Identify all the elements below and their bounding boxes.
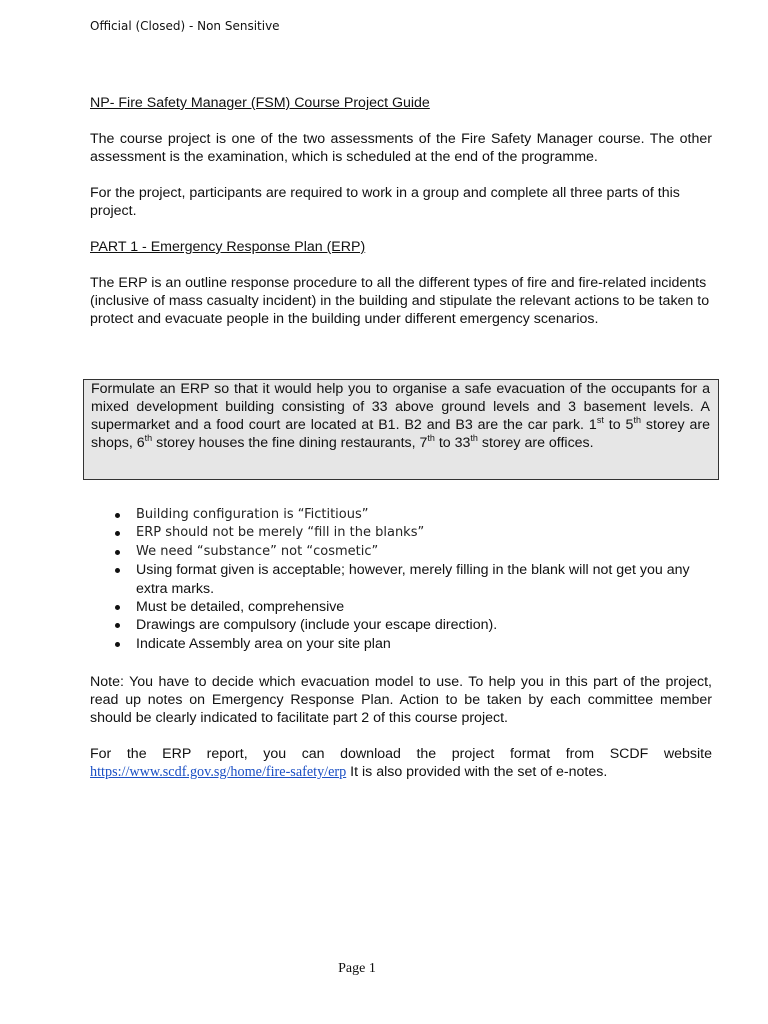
list-item: Building configuration is “Fictitious” [112,506,712,524]
callout-text-b: to 5 [603,417,634,433]
erp-download-paragraph: For the ERP report, you can download the project format from SCDF website https://www.scdf.gov.sg/home/fire-safety/erp It is also provided with the set of e-notes. [90,746,712,780]
callout-sup-2: th [633,415,641,425]
note-paragraph: Note: You have to decide which evacuation model to use. To help you in this part of the project, read up notes on Emergency Response Plan. Action to be taken by each committee member should be clearly indicated to facilitate part 2 of this course project. [90,674,712,726]
callout-text-a: Formulate an ERP so that it would help you to organise a safe evacuation of the occupants for a mixed development building consisting of 33 above ground levels and 3 basement levels. A supermarket and a food court are located at B1. B2 and B3 are the car park. 1 [91,381,710,433]
callout-text-f: storey are offices. [477,435,594,451]
list-item: ERP should not be merely “fill in the blanks” [112,524,712,542]
page-title: NP- Fire Safety Manager (FSM) Course Project Guide [90,95,430,111]
page-number: Page 1 [338,961,376,976]
list-item: Drawings are compulsory (include your escape direction). [112,616,712,634]
bullet-icon [115,550,120,555]
bullet-icon [115,623,120,628]
callout-text-c: storey are shops, 6 [91,417,710,451]
note-section [90,673,712,799]
instruction-callout-box [83,379,719,480]
list-item: We need “substance” not “cosmetic” [112,543,712,561]
callout-sup-1: st [596,415,604,425]
bullet-icon [115,531,120,536]
callout-sup-3: th [144,433,153,443]
scdf-erp-link[interactable]: https://www.scdf.gov.sg/home/fire-safety/erp [90,764,347,780]
list-item: Using format given is acceptable; however, merely filling in the blank will not get you any extra marks. [112,561,712,598]
callout-sup-4: th [427,433,435,443]
requirements-list [112,506,712,653]
bullet-icon [115,568,120,573]
bullet-icon [115,642,120,647]
part1-description: The ERP is an outline response procedure to all the different types of fire and fire-related incidents (inclusive of mass casualty incident) in the building and stipulate the relevant actions to be taken to protect and evacuate people in the building under different emergency scenarios. [90,275,710,327]
callout-sup-5: th [470,433,478,443]
classification-label: Official (Closed) - Non Sensitive [90,19,280,33]
document-body [90,94,712,346]
bullet-icon [115,605,120,610]
list-item: Must be detailed, comprehensive [112,598,712,616]
callout-text-d: storey houses the fine dining restaurants, 7 [152,435,428,451]
intro-paragraph-2: For the project, participants are required to work in a group and complete all three parts of this project. [90,185,680,219]
bullet-icon [115,513,120,518]
intro-paragraph-1: The course project is one of the two assessments of the Fire Safety Manager course. The other assessment is the examination, which is scheduled at the end of the programme. [90,131,712,165]
callout-text-e: to 33 [434,435,471,451]
part1-heading: PART 1 - Emergency Response Plan (ERP) [90,239,366,255]
list-item: Indicate Assembly area on your site plan [112,635,712,653]
